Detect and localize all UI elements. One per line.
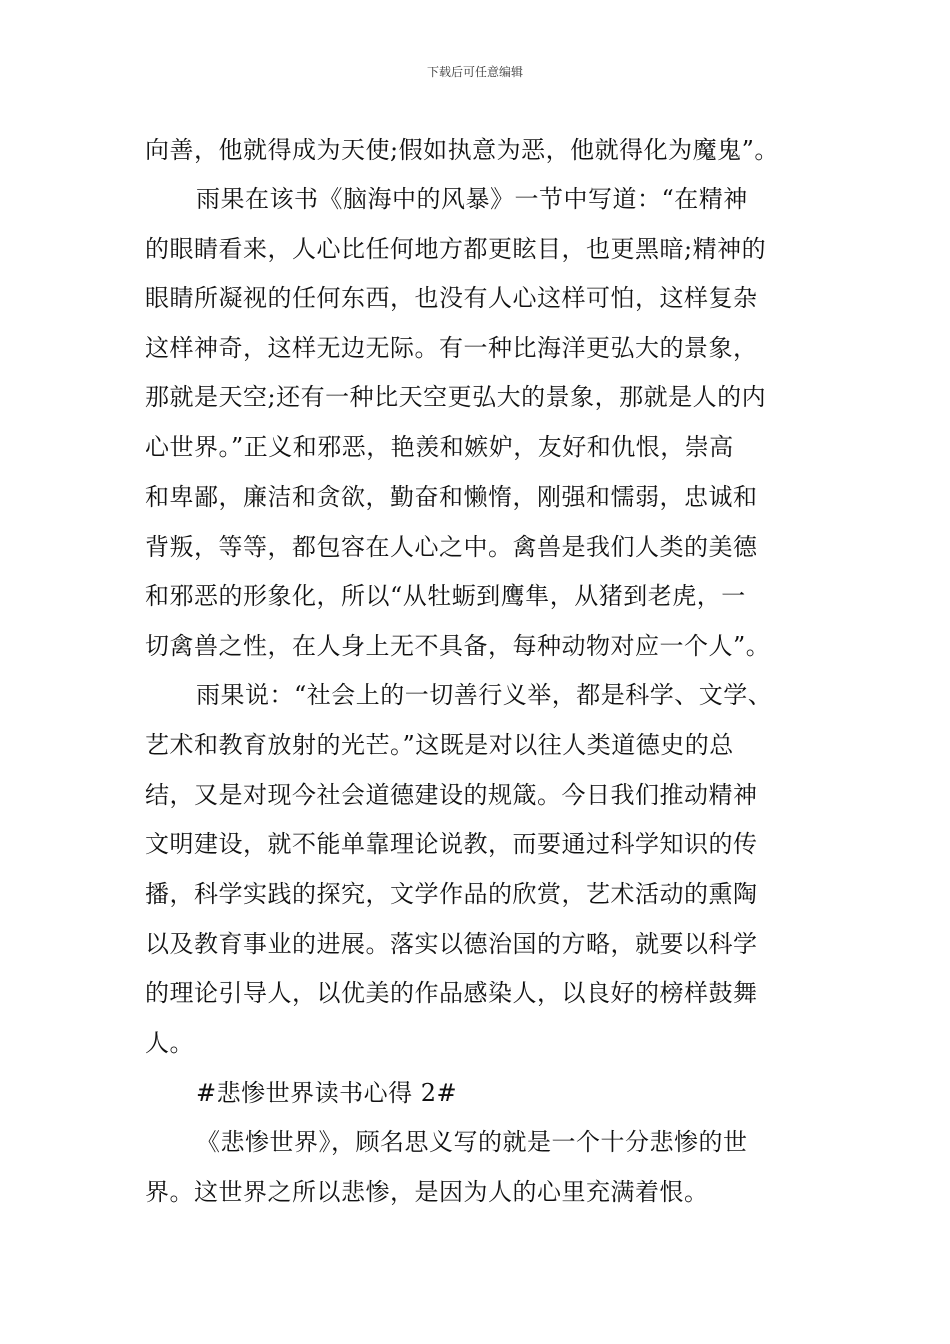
text-line: 那就是天空;还有一种比天空更弘大的景象，那就是人的内 <box>145 383 767 411</box>
text-line: 文明建设，就不能单靠理论说教，而要通过科学知识的传 <box>145 830 758 858</box>
text-line: 播，科学实践的探究，文学作品的欣赏，艺术活动的熏陶 <box>145 880 758 908</box>
text-line: 心世界。”正义和邪恶，艳羡和嫉妒，友好和仇恨，崇高 <box>145 433 734 461</box>
text-line: 《悲惨世界》，顾名思义写的就是一个十分悲惨的世 <box>196 1128 748 1156</box>
text-line: 雨果在该书《脑海中的风暴》一节中写道：“在精神 <box>196 185 748 213</box>
section-heading: #悲惨世界读书心得 2# <box>196 1079 458 1107</box>
text-line: 眼睛所凝视的任何东西，也没有人心这样可怕，这样复杂 <box>145 284 758 312</box>
text-line: 的眼睛看来，人心比任何地方都更眩目，也更黑暗;精神的 <box>145 235 767 263</box>
text-line: 切禽兽之性，在人身上无不具备，每种动物对应一个人”。 <box>145 632 771 660</box>
page-header: 下载后可任意编辑 <box>426 65 523 79</box>
text-line: 以及教育事业的进展。落实以德治国的方略，就要以科学 <box>145 930 758 958</box>
text-line: 背叛，等等，都包容在人心之中。禽兽是我们人类的美德 <box>145 533 758 561</box>
text-line: 和卑鄙，廉洁和贪欲，勤奋和懒惰，刚强和懦弱，忠诚和 <box>145 483 758 511</box>
text-line: 艺术和教育放射的光芒。”这既是对以往人类道德史的总 <box>145 731 734 759</box>
text-line: 雨果说：“社会上的一切善行义举，都是科学、文学、 <box>196 681 773 709</box>
text-line: 结，又是对现今社会道德建设的规箴。今日我们推动精神 <box>145 781 758 809</box>
text-line: 的理论引导人，以优美的作品感染人，以良好的榜样鼓舞 <box>145 979 758 1007</box>
text-line: 和邪恶的形象化，所以“从牡蛎到鹰隼，从猪到老虎，一 <box>145 582 746 610</box>
text-line: 人。 <box>145 1029 194 1057</box>
text-line: 这样神奇，这样无边无际。有一种比海洋更弘大的景象， <box>145 334 758 362</box>
text-line: 向善，他就得成为天使;假如执意为恶，他就得化为魔鬼”。 <box>145 136 779 164</box>
text-line: 界。这世界之所以悲惨，是因为人的心里充满着恨。 <box>145 1178 709 1206</box>
